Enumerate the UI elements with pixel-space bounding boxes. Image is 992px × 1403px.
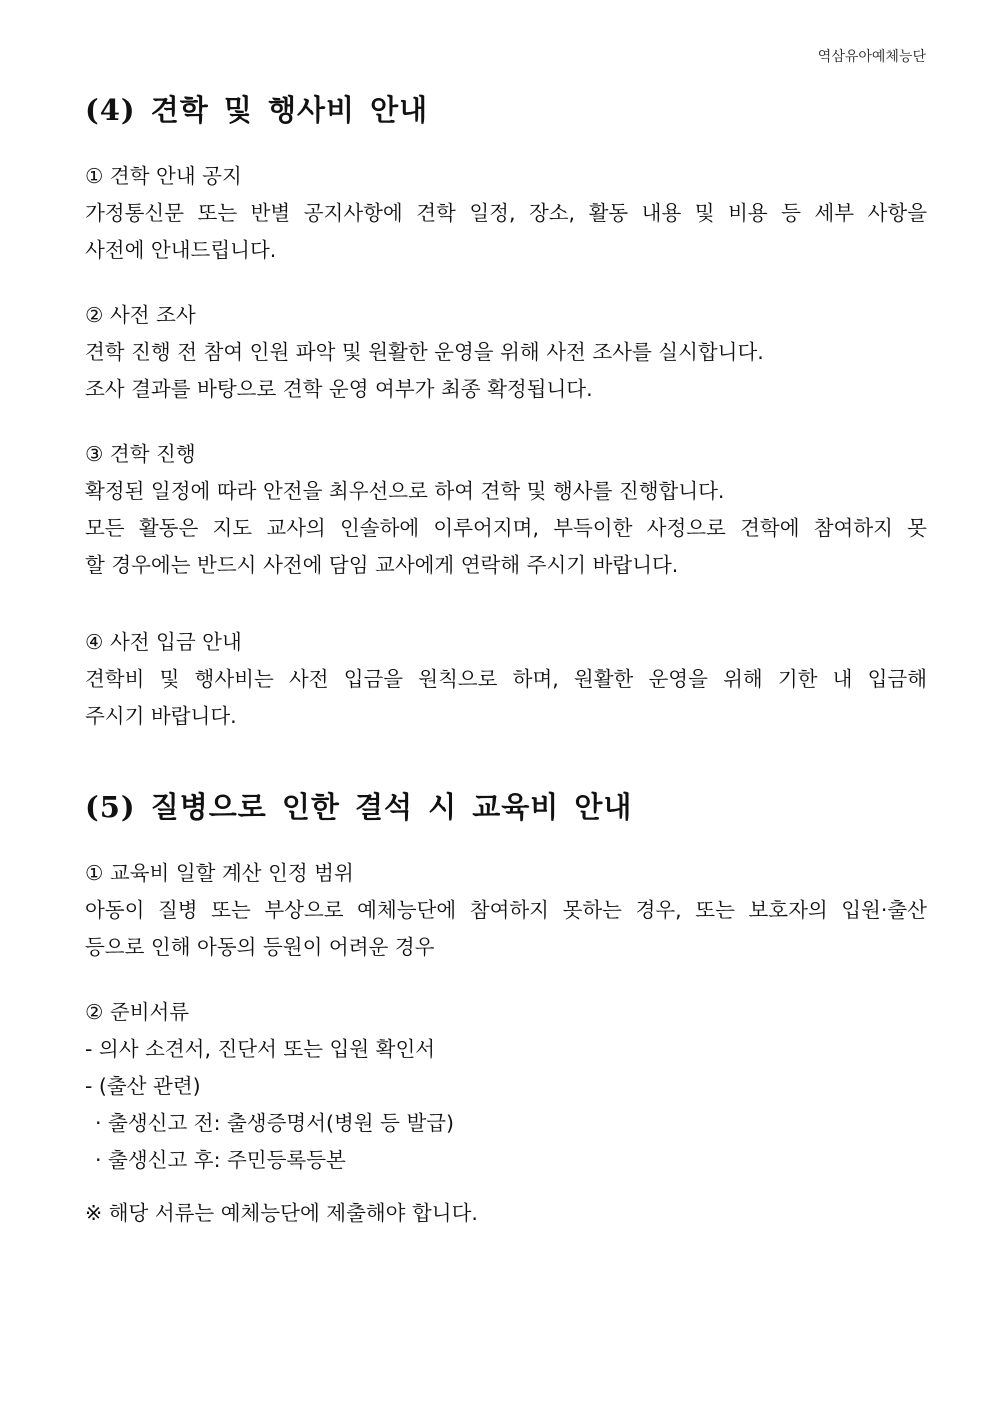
item-text-line: 아동이 질병 또는 부상으로 예체능단에 참여하지 못하는 경우, 또는 보호자의 입원·출산 [85, 898, 927, 922]
item-heading: ② 사전 조사 [85, 303, 196, 327]
item-text-line: 주시기 바랍니다. [85, 704, 237, 728]
section-5-title: (5) 질병으로 인한 결석 시 교육비 안내 [85, 790, 633, 824]
section-4-title: (4) 견학 및 행사비 안내 [85, 93, 429, 127]
item-text-line: 등으로 인해 아동의 등원이 어려운 경우 [85, 935, 435, 959]
section-5-item-2 [85, 994, 927, 1179]
item-heading: ② 준비서류 [85, 1000, 190, 1024]
item-text-line: 견학비 및 행사비는 사전 입금을 원칙으로 하며, 원활한 운영을 위해 기한 내 입금해 [85, 667, 927, 691]
item-text-line: 모든 활동은 지도 교사의 인솔하에 이루어지며, 부득이한 사정으로 견학에 참여하지 못 [85, 516, 927, 540]
document-list-item: - 의사 소견서, 진단서 또는 입원 확인서 [85, 1037, 436, 1061]
section-5-item-1 [85, 855, 927, 966]
item-heading: ① 견학 안내 공지 [85, 164, 242, 188]
section-4-item-2 [85, 297, 927, 408]
item-heading: ③ 견학 진행 [85, 442, 196, 466]
header-org-label: 역삼유아예체능단 [817, 49, 926, 65]
section-4-item-1 [85, 158, 927, 269]
item-text-line: 조사 결과를 바탕으로 견학 운영 여부가 최종 확정됩니다. [85, 377, 593, 401]
section-4-item-4 [85, 624, 927, 735]
submission-note: ※ 해당 서류는 예체능단에 제출해야 합니다. [85, 1201, 478, 1225]
document-body [85, 88, 927, 1232]
document-list-item: - (출산 관련) [85, 1074, 201, 1098]
item-text-line: 확정된 일정에 따라 안전을 최우선으로 하여 견학 및 행사를 진행합니다. [85, 479, 725, 503]
section-4-item-3 [85, 436, 927, 584]
item-text-line: 사전에 안내드립니다. [85, 238, 277, 262]
item-heading: ④ 사전 입금 안내 [85, 630, 242, 654]
item-text-line: 견학 진행 전 참여 인원 파악 및 원활한 운영을 위해 사전 조사를 실시합니다. [85, 340, 764, 364]
item-text-line: 가정통신문 또는 반별 공지사항에 견학 일정, 장소, 활동 내용 및 비용 등 세부 사항을 [85, 201, 927, 225]
item-heading: ① 교육비 일할 계산 인정 범위 [85, 861, 354, 885]
item-text-line: 할 경우에는 반드시 사전에 담임 교사에게 연락해 주시기 바랍니다. [85, 553, 679, 577]
document-sub-item: · 출생신고 후: 주민등록등본 [95, 1148, 346, 1172]
document-sub-item: · 출생신고 전: 출생증명서(병원 등 발급) [95, 1111, 455, 1135]
